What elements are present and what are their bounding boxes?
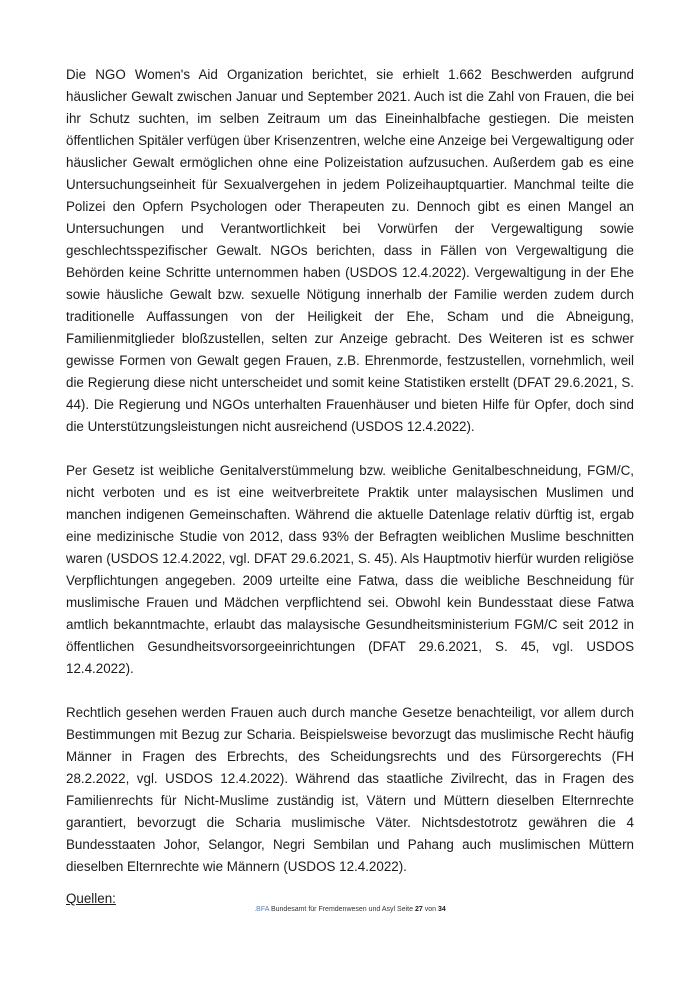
footer-page-current: 27 <box>414 906 423 913</box>
paragraph-domestic-violence: Die NGO Women's Aid Organization berichtet, sie erhielt 1.662 Beschwerden aufgrund häuslicher Gewalt zwischen Januar und September 2021. Auch ist die Zahl von Frauen, die bei ihr Schutz suchten, im selben Zeitraum um das Eineinhalbfache gestiegen. Die meisten öffentlichen Spitäler verfügen über Krisenzentren, welche eine Anzeige bei Vergewaltigung oder häuslicher Gewalt ermöglichen ohne eine Polizeistation aufzusuchen. Außerdem gab es eine Untersuchungseinheit für Sexualvergehen in jedem Polizeihauptquartier. Manchmal teilte die Polizei den Opfern Psychologen oder Therapeuten zu. Dennoch gibt es einen Mangel an Untersuchungen und Verantwortlichkeit bei Vorwürfen der Vergewaltigung sowie geschlechtsspezifischer Gewalt. NGOs berichten, dass in Fällen von Vergewaltigung die Behörden keine Schritte unternommen haben (USDOS 12.4.2022). Vergewaltigung in der Ehe sowie häusliche Gewalt bzw. sexuelle Nötigung innerhalb der Familie werden zudem durch traditionelle Auffassungen von der Heiligkeit der Ehe, Scham und die Abneigung, Familienmitglieder bloßzustellen, selten zur Anzeige gebracht. Des Weiteren ist es schwer gewisse Formen von Gewalt gegen Frauen, z.B. Ehrenmorde, festzustellen, vornehmlich, weil die Regierung diese nicht unterscheidet und somit keine Statistiken erstellt (DFAT 29.6.2021, S. 44). Die Regierung und NGOs unterhalten Frauenhäuser und bieten Hilfe für Opfer, doch sind die Unterstützungsleistungen nicht ausreichend (USDOS 12.4.2022). <box>66 67 634 434</box>
paragraph-legal-discrimination: Rechtlich gesehen werden Frauen auch durch manche Gesetze benachteiligt, vor allem durch Bestimmungen mit Bezug zur Scharia. Beispielsweise bevorzugt das muslimische Recht häufig Männer in Fragen des Erbrechts, des Scheidungsrechts und des Fürsorgerechts (FH 28.2.2022, vgl. USDOS 12.4.2022). Während das staatliche Zivilrecht, das in Fragen des Familienrechts für Nicht-Muslime zuständig ist, Vätern und Müttern dieselben Elternrechte garantiert, bevorzugt die Scharia muslimische Väter. Nichtsdestotrotz gewähren die 4 Bundesstaaten Johor, Selangor, Negri Sembilan und Pahang auch muslimischen Müttern dieselben Elternrechte wie Männern (USDOS 12.4.2022). <box>66 705 634 874</box>
footer-page-label: Seite <box>397 906 414 913</box>
footer-page-total: 34 <box>437 906 446 913</box>
bfa-logo-text: .BFA <box>254 906 270 913</box>
footer-page-of: von <box>424 906 437 913</box>
paragraph-fgm: Per Gesetz ist weibliche Genitalverstümmelung bzw. weibliche Genitalbeschneidung, FGM/C, nicht verboten und es ist eine weitverbreitete Praktik unter malaysischen Muslimen und manchen indigenen Gemeinschaften. Während die aktuelle Datenlage relativ dürftig ist, ergab eine medizinische Studie von 2012, dass 93% der Befragten weiblichen Muslime beschnitten waren (USDOS 12.4.2022, vgl. DFAT 29.6.2021, S. 45). Als Hauptmotiv hierfür wurden religiöse Verpflichtungen angegeben. 2009 urteilte eine Fatwa, dass die weibliche Beschneidung für muslimische Frauen und Mädchen verpflichtend sei. Obwohl kein Bundesstaat diese Fatwa amtlich bekanntmachte, erlaubt das malaysische Gesundheitsministerium FGM/C seit 2012 in öffentlichen Gesundheitsvorsorgeeinrichtungen (DFAT 29.6.2021, S. 45, vgl. USDOS 12.4.2022). <box>66 463 634 676</box>
page-footer <box>0 906 700 913</box>
document-page <box>66 64 634 910</box>
sources-heading: Quellen: <box>66 891 116 906</box>
footer-org-name: Bundesamt für Fremdenwesen und Asyl <box>270 906 396 913</box>
